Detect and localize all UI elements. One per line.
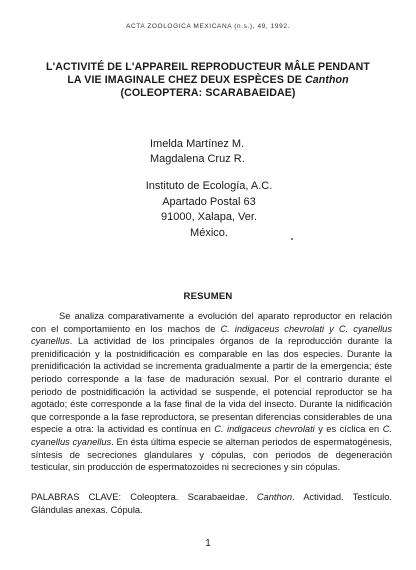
title-genus: Canthon [305,74,349,86]
author-name: Imelda Martínez M. [150,138,245,150]
keywords-tail: . Actividad. Testículo. Glándulas anexas. Cópula. [31,492,392,515]
affiliation-postal: Apartado Postal 63 [162,195,256,208]
title-line-1: L'ACTIVITÉ DE L'APPAREIL REPRODUCTEUR MÂLE PENDANT [46,61,370,73]
keywords-genus: Canthon [256,492,292,502]
affiliation-city: 91000, Xalapa, Ver. [160,211,258,223]
resumen-text: . En ésta última especie se alternan periodos de espermatogénesis, síntesis de secreciones glandulares y cópulas, con periodos de degeneración testicular, sin producción de espermatozoides ni secreciones y sin cópulas. [31,436,392,473]
resumen-text: y es cíclica en [314,424,383,435]
keywords-paragraph [31,491,392,516]
print-speck [291,238,293,240]
affiliation-block [134,179,284,241]
resumen-text: . La actividad de los principales órganos de la reproducción durante la prenidificación y la postnidificación es comparable en las dos especies. Durante la prenidificación la actividad se incrementa gradualmente a partir de la emergencia; éste periodo corresponde a la fase de maduración sexual. Por el contrario durante el periodo de postnidificación la actividad se suspende, el potencial reproductor se ha agotado; éste corresponde a la fase final de la vida del insecto. Durante la nidificación que corresponde a la fase reproductora, se presentan diferencias considerables de una especie a otra: la actividad es contínua en [31,336,392,435]
resumen-text: Se analiza comparativamente a evolución del aparato reproductor en relación con el comportamiento en los machos de [31,311,392,334]
affiliation-institute: Instituto de Ecología, A.C. [145,180,273,192]
resumen-heading: RESUMEN [183,291,233,302]
keywords-lead: PALABRAS CLAVE: Coleoptera. Scarabaeidae. [31,492,257,502]
resumen-paragraph [31,310,392,474]
affiliation-country: México. [190,226,228,239]
article-title [20,61,396,100]
title-line-3: (COLEOPTERA: SCARABAEIDAE) [120,87,296,99]
journal-header: ACTA ZOOLOGICA MEXICANA (n.s.), 49, 1992. [126,23,290,30]
page-number: 1 [205,538,211,549]
author-name: Magdalena Cruz R. [150,153,245,165]
title-line-2 [20,74,396,87]
species-name: C. indigaceus chevrolati y C. cyanellus cyanellus [31,323,392,347]
title-line-2-text: LA VIE IMAGINALE CHEZ DEUX ESPÈCES DE [67,74,306,86]
species-name: C. indigaceus chevrolati [214,424,315,435]
species-name: C. cyanellus cyanellus [31,424,392,447]
author-list [150,137,245,167]
